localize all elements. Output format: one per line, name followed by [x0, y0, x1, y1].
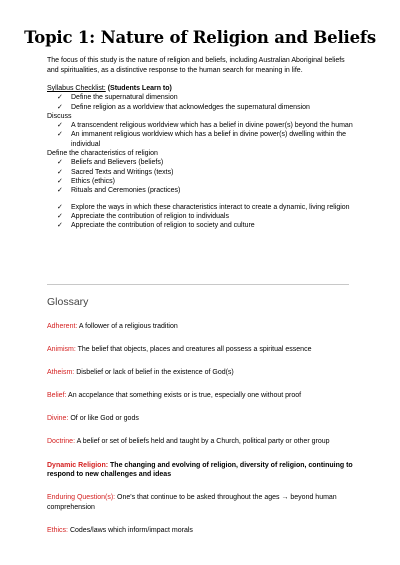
checklist-item: [47, 168, 357, 177]
checklist-item-text: An immanent religious worldview which has a belief in divine power(s) dwelling within the individual: [71, 131, 347, 148]
glossary-term: Enduring Question(s):: [47, 494, 116, 502]
syllabus-section-label: Define the characteristics of religion: [47, 150, 158, 158]
checklist-item-text: Rituals and Ceremonies (practices): [71, 187, 181, 195]
intro-paragraph: The focus of this study is the nature of religion and beliefs, including Australian Aboriginal beliefs and spiritualities, as a distinctive response to the human search for meaning in life.: [47, 57, 345, 74]
checklist-item-text: Appreciate the contribution of religion to individuals: [71, 212, 229, 220]
checklist-item: [47, 221, 357, 230]
checklist-item-text: Sacred Texts and Writings (texts): [71, 168, 174, 176]
syllabus-heading: [47, 84, 357, 93]
glossary-heading: Glossary: [47, 296, 89, 308]
glossary-list: [47, 322, 357, 549]
syllabus-heading-label: Syllabus Checklist:: [47, 85, 106, 92]
checkmark-icon: ✓: [57, 211, 63, 220]
checkmark-icon: ✓: [57, 158, 63, 167]
glossary-definition: An accpelance that something exists or is true, especially one without proof: [68, 392, 302, 400]
checklist-item-text: Explore the ways in which these characteristics interact to create a dynamic, living religion: [71, 203, 350, 211]
checkmark-icon: ✓: [57, 130, 63, 139]
checklist-item: [47, 158, 357, 167]
glossary-entry: [47, 461, 357, 480]
checklist-item-text: Ethics (ethics): [71, 177, 115, 185]
syllabus-section-label: Discuss: [47, 112, 72, 120]
checkmark-icon: ✓: [57, 102, 63, 111]
page-title: Topic 1: Nature of Religion and Beliefs: [24, 28, 376, 47]
checkmark-icon: ✓: [57, 186, 63, 195]
glossary-term: Atheism:: [47, 369, 75, 377]
glossary-term: Doctrine:: [47, 438, 76, 446]
glossary-entry: [47, 493, 357, 512]
glossary-definition: Codes/laws which inform/impact morals: [69, 526, 193, 534]
syllabus-checklist: [47, 84, 357, 230]
checklist-item-text: Appreciate the contribution of religion to society and culture: [71, 222, 255, 230]
checklist-item-text: Define religion as a worldview that acknowledges the supernatural dimension: [71, 103, 310, 111]
checklist-item: [47, 121, 357, 130]
checklist-item: [47, 93, 357, 102]
checklist-item: [47, 186, 357, 195]
glossary-definition: A belief or set of beliefs held and taught by a Church, political party or other group: [76, 438, 330, 446]
glossary-term: Adherent:: [47, 323, 78, 330]
glossary-entry: [47, 345, 357, 355]
checkmark-icon: ✓: [57, 176, 63, 185]
glossary-entry: [47, 526, 357, 536]
checklist-item-text: Define the supernatural dimension: [71, 94, 178, 102]
checkmark-icon: ✓: [57, 93, 63, 102]
checklist-item: [47, 103, 357, 112]
checklist-item-text: A transcendent religious worldview which has a belief in divine power(s) beyond the human: [71, 122, 353, 130]
checklist-item: [47, 177, 357, 186]
checklist-item: [47, 130, 357, 149]
glossary-definition: The belief that objects, places and creatures all possess a spiritual essence: [77, 346, 312, 354]
glossary-term: Belief:: [47, 392, 67, 400]
glossary-term: Dynamic Religion:: [47, 461, 109, 469]
syllabus-groups: [47, 93, 357, 230]
checkmark-icon: ✓: [57, 121, 63, 130]
glossary-entry: [47, 322, 357, 332]
glossary-entry: [47, 368, 357, 378]
checklist-item-text: Beliefs and Believers (beliefs): [71, 159, 164, 167]
checkmark-icon: ✓: [57, 221, 63, 230]
checkmark-icon: ✓: [57, 167, 63, 176]
checklist-item: [47, 212, 357, 221]
glossary-entry: [47, 391, 357, 401]
checklist-item: [47, 203, 357, 212]
glossary-definition: The changing and evolving of religion, diversity of religion, continuing to respond to new challenges and ideas: [47, 461, 353, 479]
glossary-term: Divine:: [47, 415, 69, 423]
section-divider: [47, 284, 349, 285]
group-spacer: [47, 196, 357, 203]
checkmark-icon: ✓: [57, 202, 63, 211]
glossary-definition: One's that continue to be asked throughout the ages → beyond human comprehension: [47, 494, 337, 511]
glossary-definition: Of or like God or gods: [70, 415, 139, 423]
glossary-term: Ethics:: [47, 526, 69, 534]
glossary-definition: A follower of a religious tradition: [78, 323, 178, 330]
syllabus-heading-note: (Students Learn to): [107, 85, 172, 92]
glossary-entry: [47, 414, 357, 424]
glossary-definition: Disbelief or lack of belief in the existence of God(s): [76, 369, 234, 377]
glossary-term: Animism:: [47, 346, 76, 354]
glossary-entry: [47, 437, 357, 447]
